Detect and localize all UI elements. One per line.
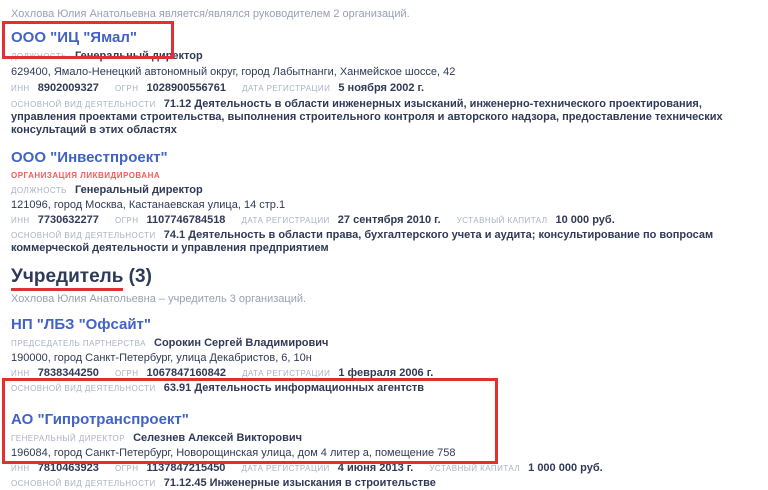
role-value: Генеральный директор	[74, 50, 203, 62]
activity-label: ОСНОВНОЙ ВИД ДЕЯТЕЛЬНОСТИ	[11, 479, 156, 488]
role-label: ДОЛЖНОСТЬ	[11, 52, 67, 61]
ids-row	[11, 367, 756, 380]
inn-label: ИНН	[11, 84, 30, 93]
address-row	[11, 352, 756, 365]
company-address: 196084, город Санкт-Петербург, Новорощинская улица, дом 4 литер а, помещение 758	[11, 447, 456, 459]
company-address: 190000, город Санкт-Петербург, улица Декабристов, 6, 10н	[11, 352, 312, 364]
inn-value: 7730632277	[37, 214, 99, 226]
ogrn-value: 1137847215450	[146, 462, 226, 474]
activity-value: 74.1 Деятельность в области права, бухгалтерского учета и аудита; консультирование по вопросам коммерческой деятельности и управления предприятием	[11, 229, 714, 254]
activity-row	[11, 477, 756, 490]
capital-value: 1 000 000 руб.	[528, 462, 603, 474]
capital-label: УСТАВНЫЙ КАПИТАЛ	[429, 464, 521, 473]
company-address: 629400, Ямало-Ненецкий автономный округ, город Лабытнанги, Ханмейское шоссе, 42	[11, 66, 456, 78]
director-section-intro: Хохлова Юлия Анатольевна является/являлся руководителем 2 организаций.	[11, 8, 410, 20]
role-value: Селезнев Алексей Викторович	[133, 432, 302, 444]
capital-label: УСТАВНЫЙ КАПИТАЛ	[456, 216, 548, 225]
ogrn-value: 1028900556761	[146, 82, 227, 94]
role-label: ПРЕДСЕДАТЕЛЬ ПАРТНЕРСТВА	[11, 339, 146, 348]
inn-value: 7810463923	[37, 462, 99, 474]
founder-heading-count: (3)	[128, 266, 152, 287]
founder-heading-word: Учредитель	[11, 266, 123, 291]
activity-row	[11, 229, 756, 255]
activity-label: ОСНОВНОЙ ВИД ДЕЯТЕЛЬНОСТИ	[11, 231, 156, 240]
role-value: Сорокин Сергей Владимирович	[154, 337, 329, 349]
company-card-giprotransproekt	[11, 411, 756, 490]
company-card-ofsait	[11, 316, 756, 395]
role-label: ГЕНЕРАЛЬНЫЙ ДИРЕКТОР	[11, 434, 126, 443]
reg-date-value: 27 сентября 2010 г.	[337, 214, 441, 226]
reg-date-label: ДАТА РЕГИСТРАЦИИ	[241, 216, 330, 225]
activity-row	[11, 98, 756, 137]
reg-date-value: 5 ноября 2002 г.	[338, 82, 425, 94]
activity-row	[11, 382, 756, 395]
role-row	[11, 432, 756, 445]
activity-label: ОСНОВНОЙ ВИД ДЕЯТЕЛЬНОСТИ	[11, 384, 156, 393]
company-card-yamal	[11, 29, 756, 137]
role-value: Генеральный директор	[74, 184, 203, 196]
capital-value: 10 000 руб.	[555, 214, 615, 226]
reg-date-value: 4 июня 2013 г.	[337, 462, 414, 474]
address-row	[11, 66, 756, 79]
inn-label: ИНН	[11, 216, 30, 225]
inn-value: 7838344250	[37, 367, 99, 379]
company-card-investproekt	[11, 149, 756, 255]
activity-value: 63.91 Деятельность информационных агентств	[163, 382, 424, 394]
ogrn-label: ОГРН	[114, 369, 139, 378]
liquidated-badge: ОРГАНИЗАЦИЯ ЛИКВИДИРОВАНА	[11, 171, 161, 180]
role-row	[11, 50, 756, 63]
reg-date-value: 1 февраля 2006 г.	[338, 367, 434, 379]
reg-date-label: ДАТА РЕГИСТРАЦИИ	[242, 84, 331, 93]
activity-value: 71.12 Деятельность в области инженерных изысканий, инженерно-технического проектирования, управления проектами строительства, выполнения строительного контроля и авторского надзора, предоставление технических консультаций в этих областях	[11, 98, 723, 136]
ids-row	[11, 82, 756, 95]
address-row	[11, 199, 756, 212]
ogrn-value: 1067847160842	[146, 367, 227, 379]
inn-label: ИНН	[11, 464, 30, 473]
company-name-link[interactable]: ООО "Инвестпроект"	[11, 149, 168, 166]
founder-section-intro: Хохлова Юлия Анатольевна – учредитель 3 организаций.	[11, 293, 307, 305]
ids-row	[11, 462, 756, 475]
company-name-link[interactable]: ООО "ИЦ "Ямал"	[11, 29, 137, 46]
founder-section-heading	[11, 267, 756, 287]
company-address: 121096, город Москва, Кастанаевская улица, 14 стр.1	[11, 199, 286, 211]
inn-label: ИНН	[11, 369, 30, 378]
address-row	[11, 447, 756, 460]
role-row	[11, 184, 756, 197]
ogrn-label: ОГРН	[114, 84, 139, 93]
ogrn-label: ОГРН	[114, 216, 139, 225]
role-row	[11, 337, 756, 350]
inn-value: 8902009327	[37, 82, 99, 94]
ogrn-label: ОГРН	[114, 464, 139, 473]
company-name-link[interactable]: НП "ЛБЗ "Офсайт"	[11, 316, 152, 333]
company-name-link[interactable]: АО "Гипротранспроект"	[11, 411, 189, 428]
ogrn-value: 1107746784518	[146, 214, 226, 226]
activity-label: ОСНОВНОЙ ВИД ДЕЯТЕЛЬНОСТИ	[11, 100, 156, 109]
reg-date-label: ДАТА РЕГИСТРАЦИИ	[241, 464, 330, 473]
reg-date-label: ДАТА РЕГИСТРАЦИИ	[242, 369, 331, 378]
ids-row	[11, 214, 756, 227]
role-label: ДОЛЖНОСТЬ	[11, 186, 67, 195]
activity-value: 71.12.45 Инженерные изыскания в строительстве	[163, 477, 436, 489]
